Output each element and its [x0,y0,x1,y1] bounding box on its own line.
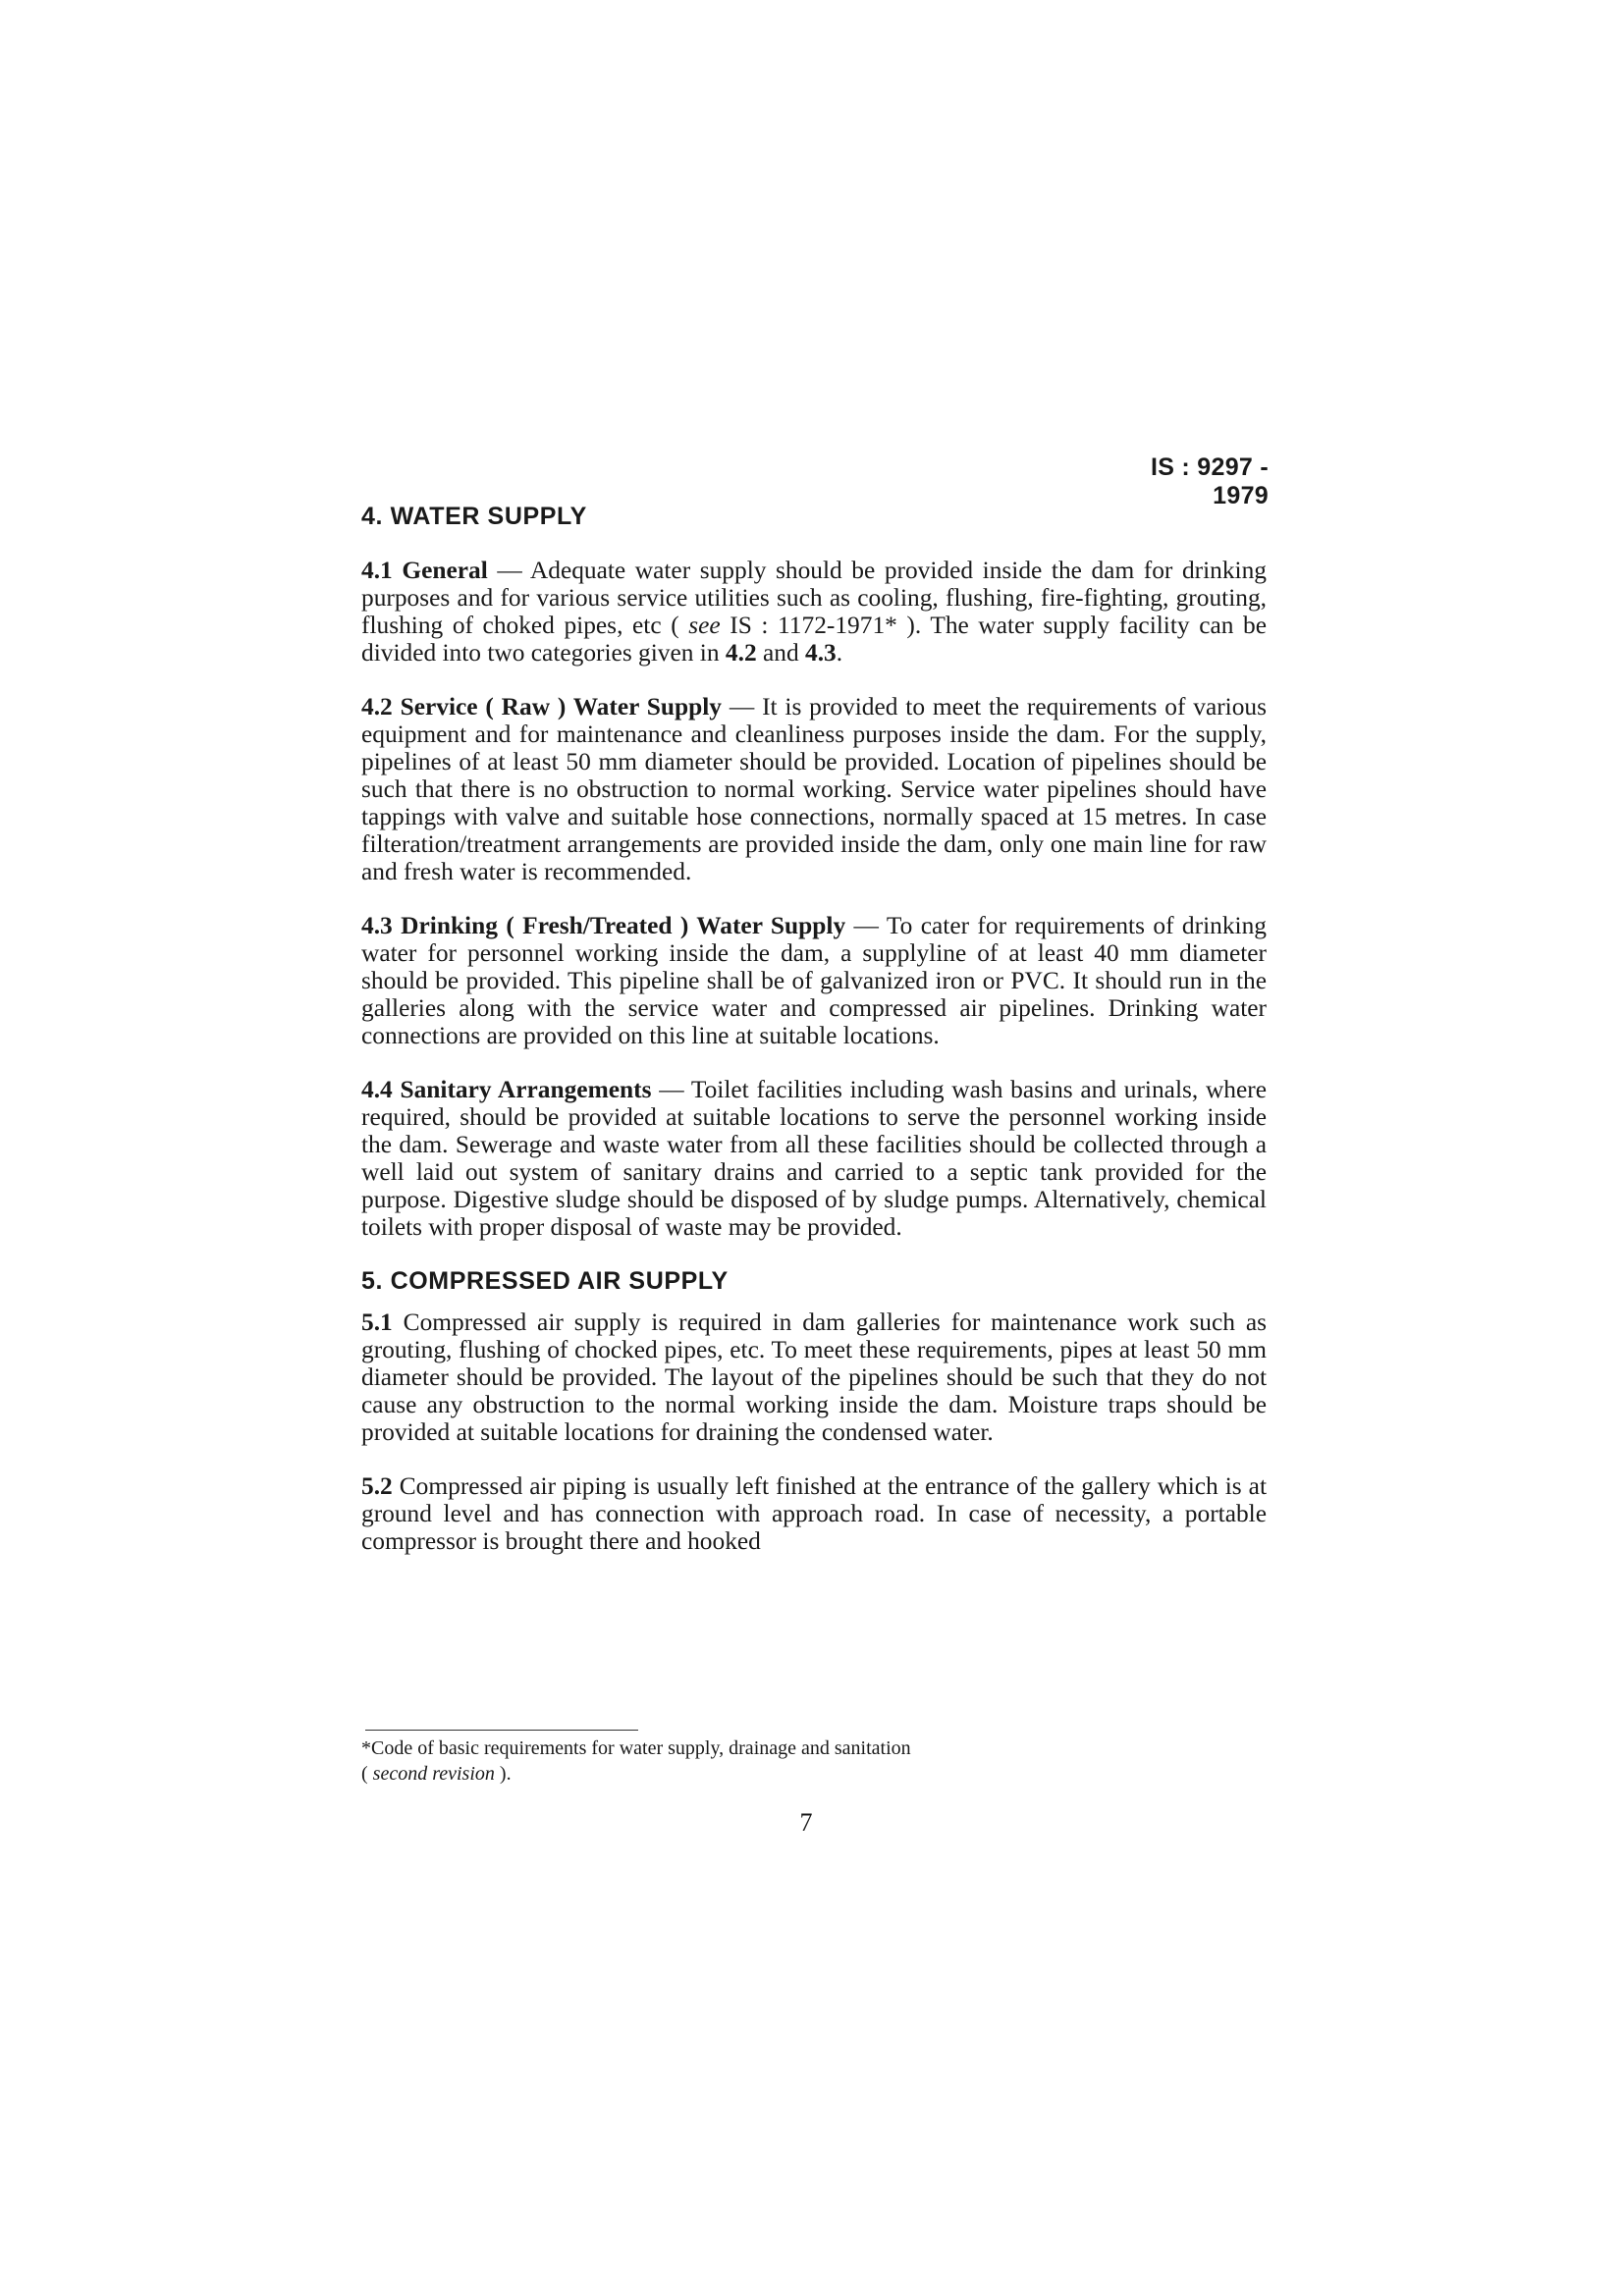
footnote [361,1735,1267,1787]
cross-reference: 4.3 [805,639,837,667]
cross-reference: 4.2 [725,639,757,667]
footnote-rule [365,1730,638,1731]
standard-number: IS : 9297 - 1979 [1150,454,1269,509]
clause-text: To cater for requirements of drinking water for personnel working inside the dam, a supplyline of at least 40 mm diameter should be provided. This pipeline shall be of galvanized iron or PVC. It should run in the galleries along with the service water and compressed air pipelines. Drinking water connections are provided on this line at suitable locations. [361,912,1267,1049]
clause-number: 4.4 [361,1076,393,1103]
clause-4-1 [361,557,1267,667]
clause-heading: Service ( Raw ) Water Supply [400,693,722,721]
footnote-revision: second revision [372,1763,495,1785]
footnote-bracket: ( [361,1763,373,1785]
clause-number: 5.2 [361,1472,393,1500]
clause-4-2 [361,693,1267,885]
clause-text: Compressed air piping is usually left finished at the entrance of the gallery which is at ground level and has connection with approach road. In case of necessity, a portable compressor is brought there and hooked [361,1472,1267,1555]
footnote-text: *Code of basic requirements for water supply, drainage and sanitation [361,1737,911,1759]
clause-5-1 [361,1308,1267,1446]
footnote-bracket: ). [494,1763,512,1785]
clause-text: It is provided to meet the requirements of various equipment and for maintenance and cleanliness purposes inside the dam. For the supply, pipelines of at least 50 mm diameter should be provided. Location of pipelines should be such that there is no obstruction to normal working. Service water pipelines should have tappings with valve and suitable hose connections, normally spaced at 15 metres. In case filteration/treatment arrangements are provided inside the dam, only one main line for raw and fresh water is recommended. [361,693,1267,885]
clause-text: Toilet facilities including wash basins and urinals, where required, should be provided at suitable locations to serve the personnel working inside the dam. Sewerage and waste water from all these facilities should be collected through a well laid out system of sanitary drains and carried to a septic tank provided for the purpose. Digestive sludge should be disposed of by sludge pumps. Alternatively, chemical toilets with proper disposal of waste may be provided. [361,1076,1267,1241]
body-text [361,503,1267,1555]
clause-text: IS : 1172-1971* ). The water supply facility can be divided into two categories given in [361,612,1267,667]
clause-number: 4.2 [361,693,393,721]
clause-number: 5.1 [361,1308,393,1336]
clause-heading: General [402,557,488,584]
clause-heading: Drinking ( Fresh/Treated ) Water Supply [401,912,846,939]
clause-text: Adequate water supply should be provided inside the dam for drinking purposes and for various service utilities such as cooling, flushing, fire-fighting, grouting, flushing of choked pipes, etc ( [361,557,1267,639]
section-title-water-supply: 4. WATER SUPPLY [361,503,587,530]
clause-number: 4.3 [361,912,393,939]
clause-number: 4.1 [361,557,393,584]
clause-text: and [756,639,806,667]
clause-text: Compressed air supply is required in dam galleries for maintenance work such as grouting, flushing of chocked pipes, etc. To meet these requirements, pipes at least 50 mm diameter should be provided. The layout of the pipelines should be such that they do not cause any obstruction to the normal working inside the dam. Moisture traps should be provided at suitable locations for draining the condensed water. [361,1308,1267,1446]
em-dash: — [487,557,530,584]
clause-heading: Sanitary Arrangements [400,1076,652,1103]
clause-5-2 [361,1472,1267,1555]
em-dash: — [651,1076,691,1103]
em-dash: — [722,693,763,721]
clause-4-4 [361,1076,1267,1241]
see-reference: see [688,612,721,639]
section-title-compressed-air-supply: 5. COMPRESSED AIR SUPPLY [361,1267,729,1295]
em-dash: — [845,912,887,939]
clause-4-3 [361,912,1267,1049]
clause-text: . [836,639,843,667]
page-number: 7 [799,1808,813,1837]
